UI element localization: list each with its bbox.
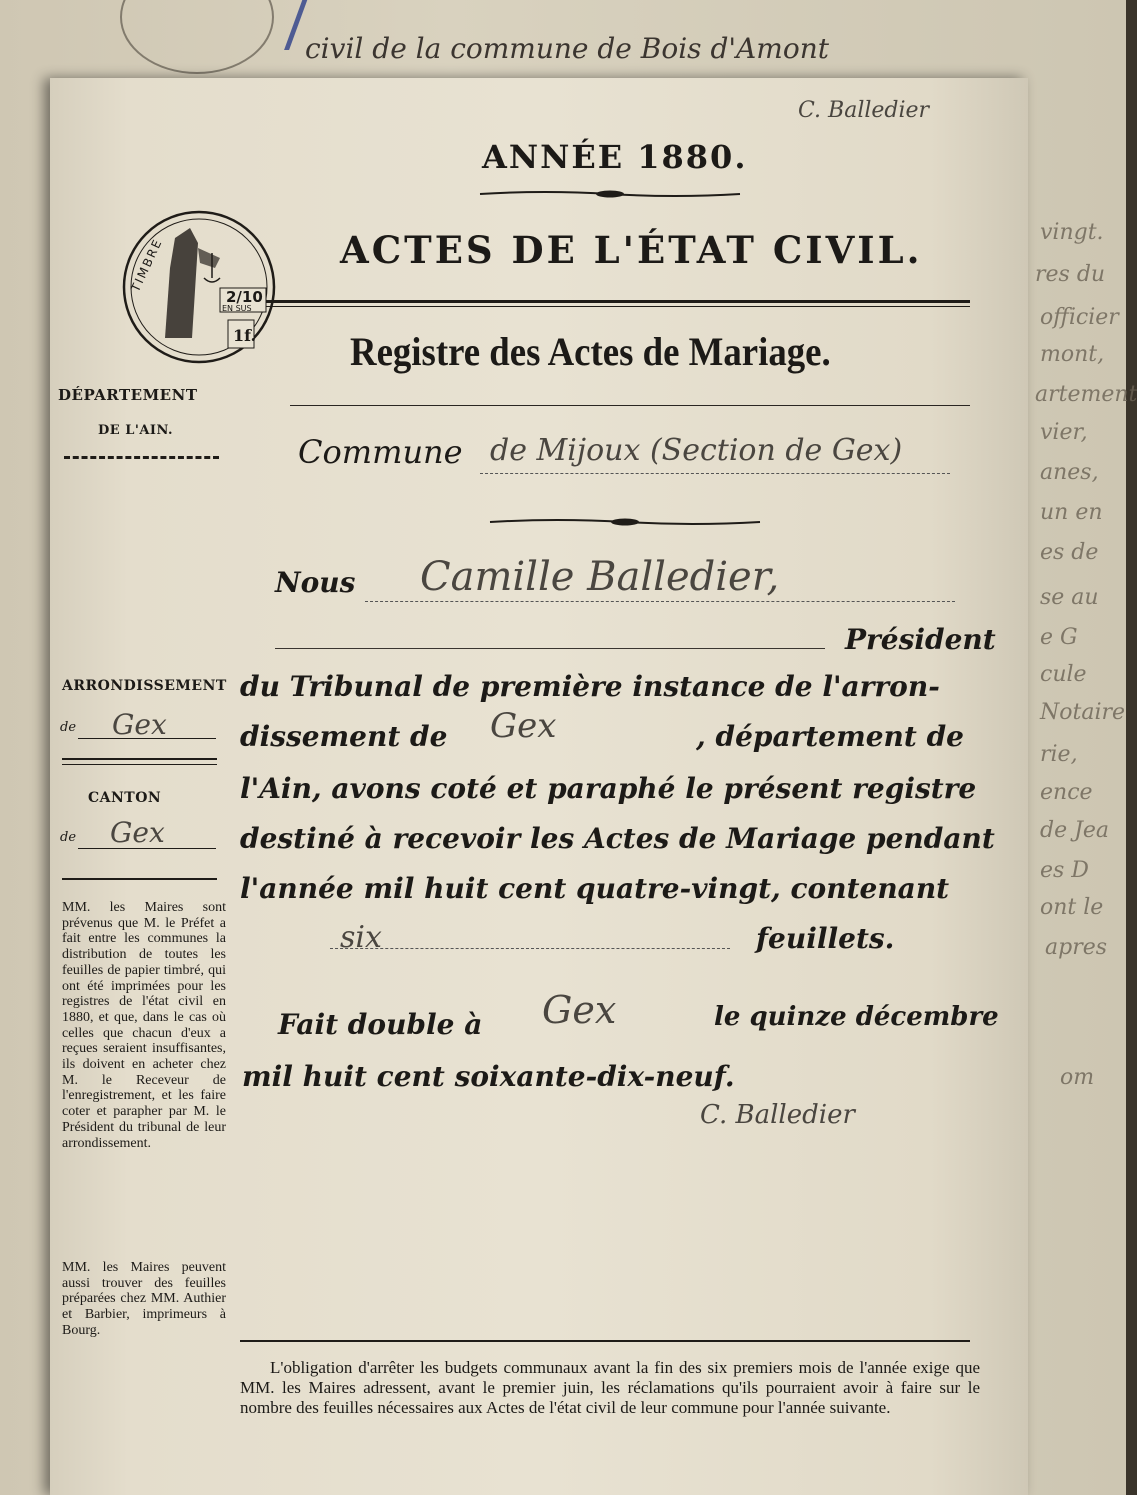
right-fragment: e G <box>1040 625 1078 650</box>
right-fragment: vier, <box>1040 420 1088 445</box>
right-fragment: res du <box>1035 262 1106 287</box>
canton-value: Gex <box>110 816 165 849</box>
right-fragment: officier <box>1040 305 1119 330</box>
arrondissement-line <box>78 738 216 739</box>
signature: C. Balledier <box>700 1100 855 1130</box>
nous-value: Camille Balledier, <box>420 554 780 600</box>
sidebar-rule <box>62 758 217 760</box>
president-line <box>275 648 825 649</box>
arrondissement-prefix: de <box>60 720 77 735</box>
right-fragment: artement <box>1035 382 1137 407</box>
right-fragment: ont le <box>1040 895 1104 920</box>
stamp-label: TIMBRE <box>128 236 166 294</box>
feuillets-handwritten: six <box>340 920 382 955</box>
year-title: ANNÉE 1880. <box>482 138 748 176</box>
commune-value: de Mijoux (Section de Gex) <box>490 433 903 468</box>
right-fragment: apres <box>1045 935 1108 960</box>
fait-handwritten: Gex <box>542 988 617 1032</box>
body-line-1: du Tribunal de première instance de l'arron- <box>240 670 940 703</box>
president-label: Président <box>845 623 996 656</box>
nous-label: Nous <box>275 566 356 599</box>
fait-label: Fait double à <box>278 1008 483 1041</box>
stamp-value: 2/10 <box>226 288 263 306</box>
register-page <box>50 78 1028 1495</box>
commune-label: Commune <box>298 433 463 471</box>
sidebar-note-2: MM. les Maires peuvent aussi trouver des feuilles préparées chez MM. Authier et Barbier, imprimeurs à Bourg. <box>62 1260 226 1338</box>
arrondissement-handwritten: Gex <box>490 706 557 746</box>
canton-line <box>78 848 216 849</box>
footer-note: L'obligation d'arrêter les budgets communaux avant la fin des six premiers mois de l'année exige que MM. les Maires adressent, avant le premier juin, les réclamations qu'ils pourraient avoir à faire sur le nombre des feuilles nécessaires aux Actes de l'état civil de leur commune pour l'année suivante. <box>240 1358 980 1417</box>
nous-line <box>365 601 955 602</box>
partial-stamp-top <box>120 0 274 74</box>
right-fragment: Notaire <box>1040 700 1126 725</box>
right-fragment: un en <box>1040 500 1103 525</box>
right-fragment: anes, <box>1040 460 1099 485</box>
sidebar-rule <box>62 878 217 880</box>
registre-title: Registre des Actes de Mariage. <box>350 329 831 374</box>
right-fragment: mont, <box>1040 342 1105 367</box>
feuillets-label: feuillets. <box>756 922 895 955</box>
double-rule-thin <box>240 306 970 307</box>
underlying-handwriting: civil de la commune de Bois d'Amont <box>305 32 829 65</box>
commune-line <box>480 473 950 474</box>
sidebar-rule <box>62 764 217 765</box>
body-line-3: l'Ain, avons coté et paraphé le présent registre <box>240 772 977 805</box>
registre-underline <box>290 405 970 406</box>
department-value: DE L'AIN. <box>98 423 174 438</box>
top-signature: C. Balledier <box>798 98 930 123</box>
right-fragment: es D <box>1040 858 1089 883</box>
right-fragment: es de <box>1040 540 1099 565</box>
right-fragment: cule <box>1040 662 1087 687</box>
right-fragment: rie, <box>1040 742 1078 767</box>
actes-title: ACTES DE L'ÉTAT CIVIL. <box>340 228 923 272</box>
right-fragment: se au <box>1040 585 1099 610</box>
ornament-rule <box>480 190 740 198</box>
arrondissement-label: ARRONDISSEMENT <box>62 678 227 694</box>
body-line-4: destiné à recevoir les Actes de Mariage pendant <box>240 822 995 855</box>
canton-label: CANTON <box>88 790 162 806</box>
footer-rule <box>240 1340 970 1342</box>
body-line-2-pre: dissement de <box>240 720 448 753</box>
body-line-5: l'année mil huit cent quatre-vingt, contenant <box>240 872 950 905</box>
double-rule <box>240 300 970 303</box>
body-line-2-post: , département de <box>696 720 964 753</box>
ornament-rule <box>490 518 760 526</box>
fait-date: le quinze décembre <box>714 1002 999 1032</box>
stamp-subtext: EN SUS <box>222 304 252 313</box>
arrondissement-value: Gex <box>112 708 167 741</box>
right-fragment: de Jea <box>1040 818 1110 843</box>
right-fragment: ence <box>1040 780 1093 805</box>
feuillets-line <box>330 948 730 949</box>
stamp-price: 1f. <box>233 326 257 345</box>
sidebar-rule <box>64 456 219 459</box>
sidebar-note-1: MM. les Maires sont prévenus que M. le Préfet a fait entre les communes la distribution de toutes les feuilles de papier timbré, qui ont été imprimées pour les registres de l'état civil en 1880, et que, dans le cas où celles que chacun d'eux a reçues seraient insuffisantes, ils doivent en acheter chez M. le Receveur de l'enregistrement, et les faire coter et parapher par M. le Président du tribunal de leur arrondissement. <box>62 900 226 1151</box>
fait-line-2: mil huit cent soixante-dix-neuf. <box>242 1060 735 1093</box>
right-fragment: om <box>1060 1065 1095 1090</box>
department-label: DÉPARTEMENT <box>58 386 198 404</box>
right-fragment: vingt. <box>1040 220 1104 245</box>
canton-prefix: de <box>60 830 77 845</box>
